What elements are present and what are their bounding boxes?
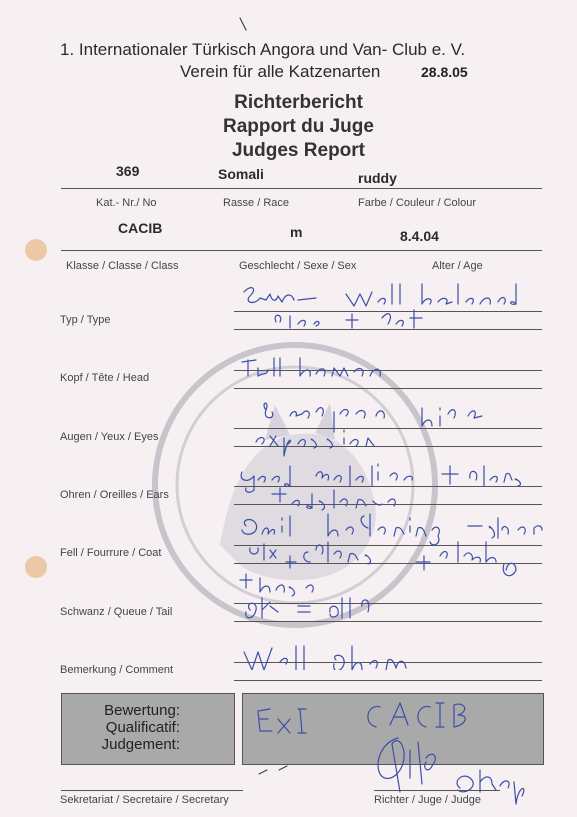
class-label: Klasse / Classe / Class [66,260,179,272]
colour-label: Farbe / Couleur / Colour [358,197,476,209]
ears-label: Ohren / Oreilles / Ears [60,489,169,501]
secretary-signature-line [61,790,243,791]
judgement-label-fr: Qualificatif: [105,719,180,736]
sex-label: Geschlecht / Sexe / Sex [239,260,357,272]
catalogue-number-value: 369 [116,163,140,179]
stray-mark [236,16,252,36]
club-name-line2: Verein für alle Katzenarten [180,62,381,81]
type-label: Typ / Type [60,314,111,326]
breed-value: Somali [218,166,264,182]
title-french: Rapport du Juge [223,116,374,137]
writing-line [234,680,542,681]
judge-label: Richter / Juge / Judge [374,794,482,806]
punch-hole-bottom [25,556,47,578]
secretary-label: Sekretariat / Secretaire / Secretary [60,794,229,806]
judgement-labels [66,702,180,753]
handwritten-notes [236,280,546,670]
breed-label: Rasse / Race [223,197,290,209]
title-german: Richterbericht [234,92,363,113]
stray-mark [255,762,295,778]
judgement-label-de: Bewertung: [104,702,180,719]
club-name-line1: 1. Internationaler Türkisch Angora und Van- Club e. V. [60,40,466,59]
row2-rule [61,250,542,251]
comment-label: Bemerkung / Comment [60,664,174,676]
class-value: CACIB [118,220,163,236]
punch-hole-top [25,239,47,261]
judgement-label-en: Judgement: [101,736,180,753]
catalogue-number-label: Kat.- Nr./ No [96,197,157,209]
tail-label: Schwanz / Queue / Tail [60,606,173,618]
title-english: Judges Report [231,140,366,161]
judge-signature [370,732,530,810]
colour-value: ruddy [358,170,397,186]
head-label: Kopf / Tête / Head [60,372,150,384]
age-label: Alter / Age [432,260,483,272]
age-value: 8.4.04 [400,228,439,244]
row1-rule [61,188,542,189]
eyes-label: Augen / Yeux / Eyes [60,431,159,443]
report-date: 28.8.05 [421,64,468,80]
sex-value: m [290,224,303,240]
coat-label: Fell / Fourrure / Coat [60,547,162,559]
